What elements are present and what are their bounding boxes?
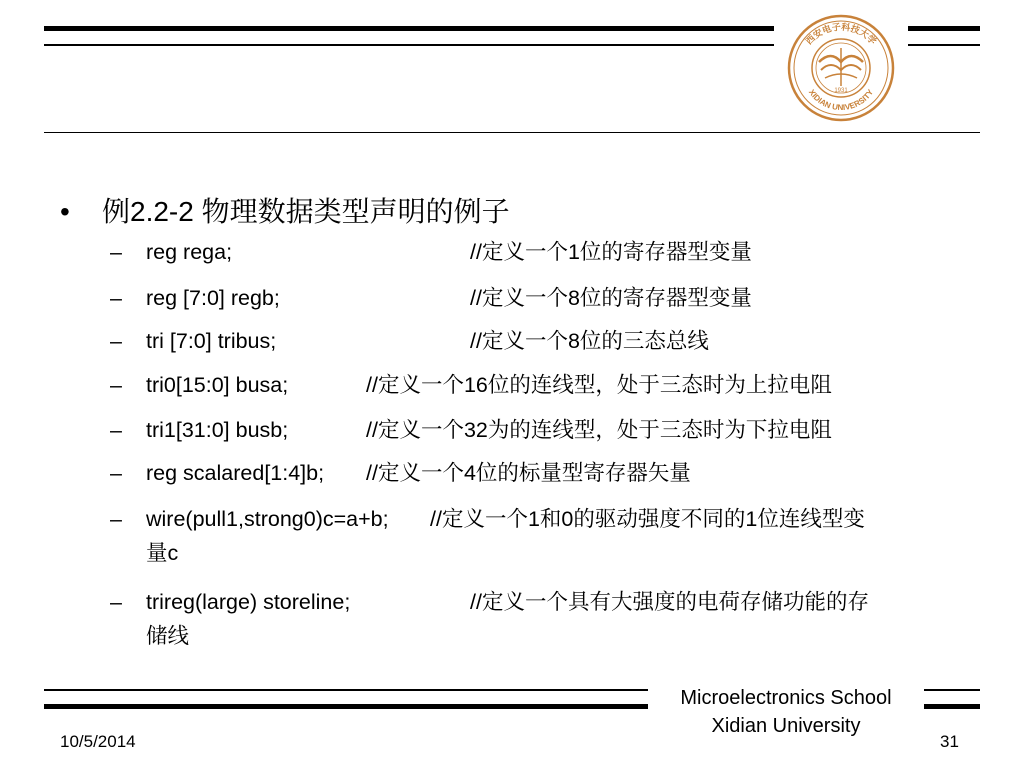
comment-text: //定义一个8位的寄存器型变量 (470, 286, 752, 310)
header-rule-thin-left (44, 44, 774, 46)
footer-school (658, 684, 914, 740)
footer-school-line2: Xidian University (711, 715, 861, 737)
code-text: trireg(large) storeline; (146, 590, 351, 614)
dash-bullet: – (110, 590, 122, 614)
header-rule-thick-right (908, 26, 980, 31)
xidian-university-seal-icon (779, 12, 903, 122)
footer-rule-thick-right (924, 704, 980, 709)
seal-year: 1931 (834, 88, 848, 94)
comment-text: //定义一个8位的三态总线 (470, 329, 709, 353)
title-bullet: • (60, 196, 70, 227)
slide-title (60, 190, 510, 230)
comment-text: //定义一个16位的连线型，处于三态时为上拉电阻 (366, 373, 832, 397)
page-number: 31 (940, 732, 959, 751)
dash-bullet: – (110, 240, 122, 264)
code-text: wire(pull1,strong0)c=a+b; (146, 507, 389, 531)
dash-bullet: – (110, 418, 122, 442)
continuation-text: 量c (146, 541, 179, 565)
code-text: tri0[15:0] busa; (146, 373, 289, 397)
code-text: reg rega; (146, 240, 233, 264)
seal-bottom-text: XIDIAN UNIVERSITY (806, 87, 876, 113)
dash-bullet: – (110, 373, 122, 397)
comment-text: //定义一个1位的寄存器型变量 (470, 240, 752, 264)
seal-arc-text: 西安电子科技大学 (804, 22, 878, 48)
comment-text: //定义一个4位的标量型寄存器矢量 (366, 461, 691, 485)
dash-bullet: – (110, 507, 122, 531)
footer-date: 10/5/2014 (60, 732, 136, 751)
dash-bullet: – (110, 461, 122, 485)
header-rule-thin-right (908, 44, 980, 46)
comment-text: //定义一个具有大强度的电荷存储功能的存 (470, 590, 869, 614)
header-rule-thick-left (44, 26, 774, 31)
code-text: tri1[31:0] busb; (146, 418, 289, 442)
comment-text: //定义一个1和0的驱动强度不同的1位连线型变 (430, 507, 865, 531)
code-text: tri [7:0] tribus; (146, 329, 277, 353)
dash-bullet: – (110, 329, 122, 353)
code-text: reg scalared[1:4]b; (146, 461, 325, 485)
code-text: reg [7:0] regb; (146, 286, 280, 310)
continuation-text: 储线 (146, 624, 190, 648)
footer-rule-thick-left (44, 704, 648, 709)
header-rule-bottom (44, 132, 980, 133)
footer-rule-thin-right (924, 689, 980, 691)
footer-school-line1: Microelectronics School (680, 687, 892, 709)
comment-text: //定义一个32为的连线型，处于三态时为下拉电阻 (366, 418, 832, 442)
title-text: 例2.2-2 物理数据类型声明的例子 (102, 196, 510, 227)
dash-bullet: – (110, 286, 122, 310)
footer-rule-thin-left (44, 689, 648, 691)
